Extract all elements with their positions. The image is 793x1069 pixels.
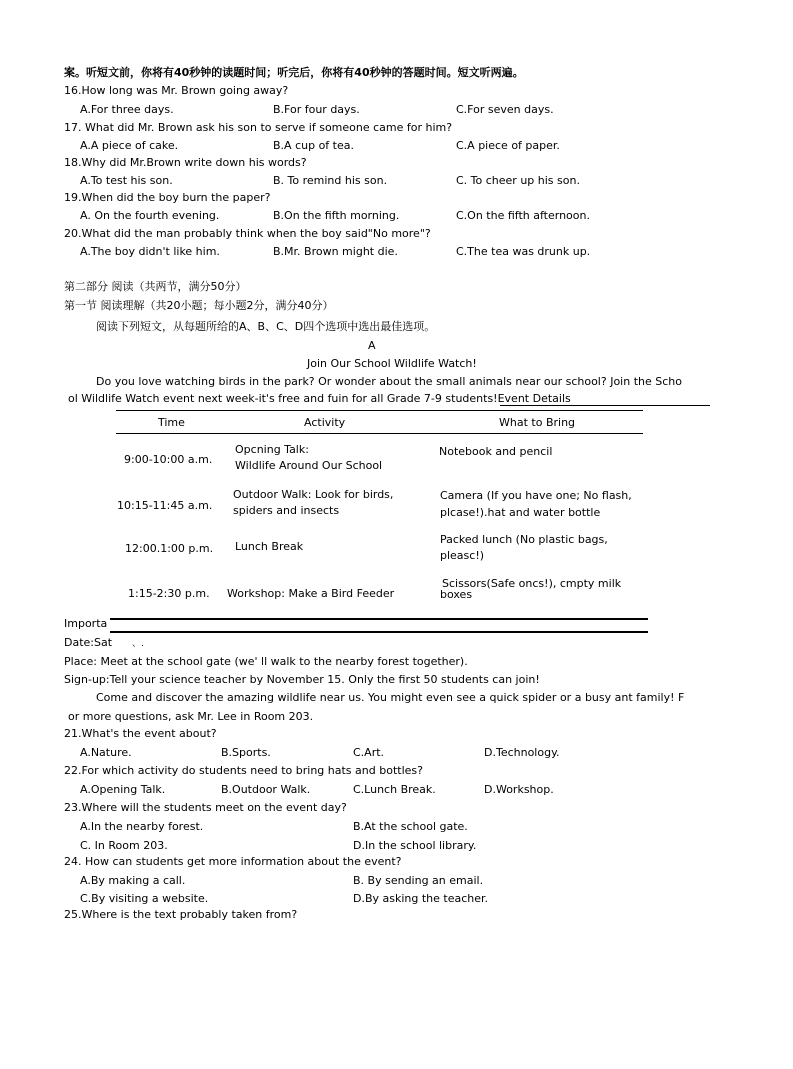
table-cell-time: 9:00-10:00 a.m. (124, 453, 213, 466)
passage-title: Join Our School Wildlife Watch! (307, 357, 477, 370)
question-23: 23.Where will the students meet on the event day? (64, 801, 347, 814)
place-line: Place: Meet at the school gate (we' ll walk to the nearby forest together). (64, 655, 468, 668)
table-header-bring: What to Bring (499, 416, 576, 429)
option: C. To cheer up his son. (456, 174, 580, 187)
table-cell-time: 10:15-11:45 a.m. (117, 499, 213, 512)
table-cell-time: 1:15-2:30 p.m. (128, 587, 210, 600)
option: C. In Room 203. (80, 839, 168, 852)
question-16: 16.How long was Mr. Brown going away? (64, 84, 289, 97)
signup-line: Sign-up:Tell your science teacher by November 15. Only the first 50 students can join! (64, 673, 540, 686)
date-fragment: Date:Sat (64, 636, 113, 649)
closing-para-line-1: Come and discover the amazing wildlife near us. You might even see a quick spider or a busy ant family! F (96, 691, 685, 704)
option: D.By asking the teacher. (353, 892, 489, 905)
question-25: 25.Where is the text probably taken from? (64, 908, 298, 921)
table-cell-bring: Camera (If you have one; No flash, (440, 489, 632, 502)
table-header-activity: Activity (304, 416, 346, 429)
option: A.For three days. (80, 103, 174, 116)
section1-heading: 第一节 阅读理解（共20小题；每小题2分，满分40分） (64, 299, 334, 312)
table-cell-bring: Scissors(Safe oncs!), cmpty milk (442, 577, 622, 590)
option: C.On the fifth afternoon. (456, 209, 590, 222)
table-cell-bring: Notebook and pencil (439, 445, 553, 458)
date-dots: 、. (132, 639, 144, 649)
option: B.At the school gate. (353, 820, 468, 833)
closing-para-line-2: or more questions, ask Mr. Lee in Room 203. (68, 710, 314, 723)
table-cell-bring: pleasc!) (440, 549, 485, 562)
option: C.Art. (353, 746, 385, 759)
table-cell-activity: Outdoor Walk: Look for birds, (233, 488, 394, 501)
option: B.A cup of tea. (273, 139, 354, 152)
important-fragment: Importa (64, 617, 108, 630)
table-cell-activity: Wildlife Around Our School (235, 459, 383, 472)
table-header-rule (116, 433, 643, 434)
table-top-rule (116, 410, 643, 411)
option: A.A piece of cake. (80, 139, 179, 152)
table-cell-bring: plcase!).hat and water bottle (440, 506, 601, 519)
table-cell-bring: boxes (440, 588, 473, 601)
option: C.By visiting a website. (80, 892, 209, 905)
option: C.A piece of paper. (456, 139, 560, 152)
table-cell-activity: Workshop: Make a Bird Feeder (227, 587, 395, 600)
question-20: 20.What did the man probably think when the boy said"No more"? (64, 227, 431, 240)
option: C.For seven days. (456, 103, 554, 116)
table-bottom-rule (110, 618, 648, 620)
intro-line: 案。听短文前，你将有40秒钟的读题时间；听完后，你将有40秒钟的答题时间。短文听两遍。 (64, 66, 524, 79)
reading-instruction: 阅读下列短文，从每题所给的A、B、C、D四个选项中选出最佳选项。 (96, 320, 436, 333)
table-cell-activity: spiders and insects (233, 504, 340, 517)
option: A.In the nearby forest. (80, 820, 204, 833)
option: D.Technology. (484, 746, 560, 759)
passage-intro-line-1: Do you love watching birds in the park? Or wonder about the small animals near our school? Join the Scho (96, 375, 682, 388)
option: C.Lunch Break. (353, 783, 436, 796)
question-18: 18.Why did Mr.Brown write down his words? (64, 156, 307, 169)
option: B.For four days. (273, 103, 360, 116)
question-21: 21.What's the event about? (64, 727, 217, 740)
passage-letter: A (368, 339, 376, 352)
question-17: 17. What did Mr. Brown ask his son to serve if someone came for him? (64, 121, 453, 134)
passage-intro-line-2: ol Wildlife Watch event next week-it's free and fuin for all Grade 7-9 students!Event Details (68, 392, 571, 405)
option: B.Mr. Brown might die. (273, 245, 398, 258)
option: A. On the fourth evening. (80, 209, 220, 222)
option: B.Sports. (221, 746, 271, 759)
option: A.The boy didn't like him. (80, 245, 220, 258)
intro-underline (500, 405, 710, 406)
table-cell-bring: Packed lunch (No plastic bags, (440, 533, 608, 546)
question-22: 22.For which activity do students need to bring hats and bottles? (64, 764, 423, 777)
option: A.By making a call. (80, 874, 186, 887)
option: A.Nature. (80, 746, 132, 759)
question-19: 19.When did the boy burn the paper? (64, 191, 271, 204)
option: B. By sending an email. (353, 874, 484, 887)
part2-heading: 第二部分 阅读（共两节，满分50分） (64, 280, 247, 293)
option: A.To test his son. (80, 174, 173, 187)
option: D.In the school library. (353, 839, 477, 852)
option: B. To remind his son. (273, 174, 388, 187)
option: B.On the fifth morning. (273, 209, 400, 222)
table-cell-activity: Lunch Break (235, 540, 304, 553)
table-cell-time: 12:00.1:00 p.m. (125, 542, 214, 555)
option: D.Workshop. (484, 783, 554, 796)
table-header-time: Time (158, 416, 185, 429)
table-cell-activity: Opcning Talk: (235, 443, 309, 456)
option: C.The tea was drunk up. (456, 245, 591, 258)
option: A.Opening Talk. (80, 783, 166, 796)
option: B.Outdoor Walk. (221, 783, 311, 796)
question-24: 24. How can students get more information about the event? (64, 855, 402, 868)
table-bottom-rule-2 (110, 631, 648, 633)
